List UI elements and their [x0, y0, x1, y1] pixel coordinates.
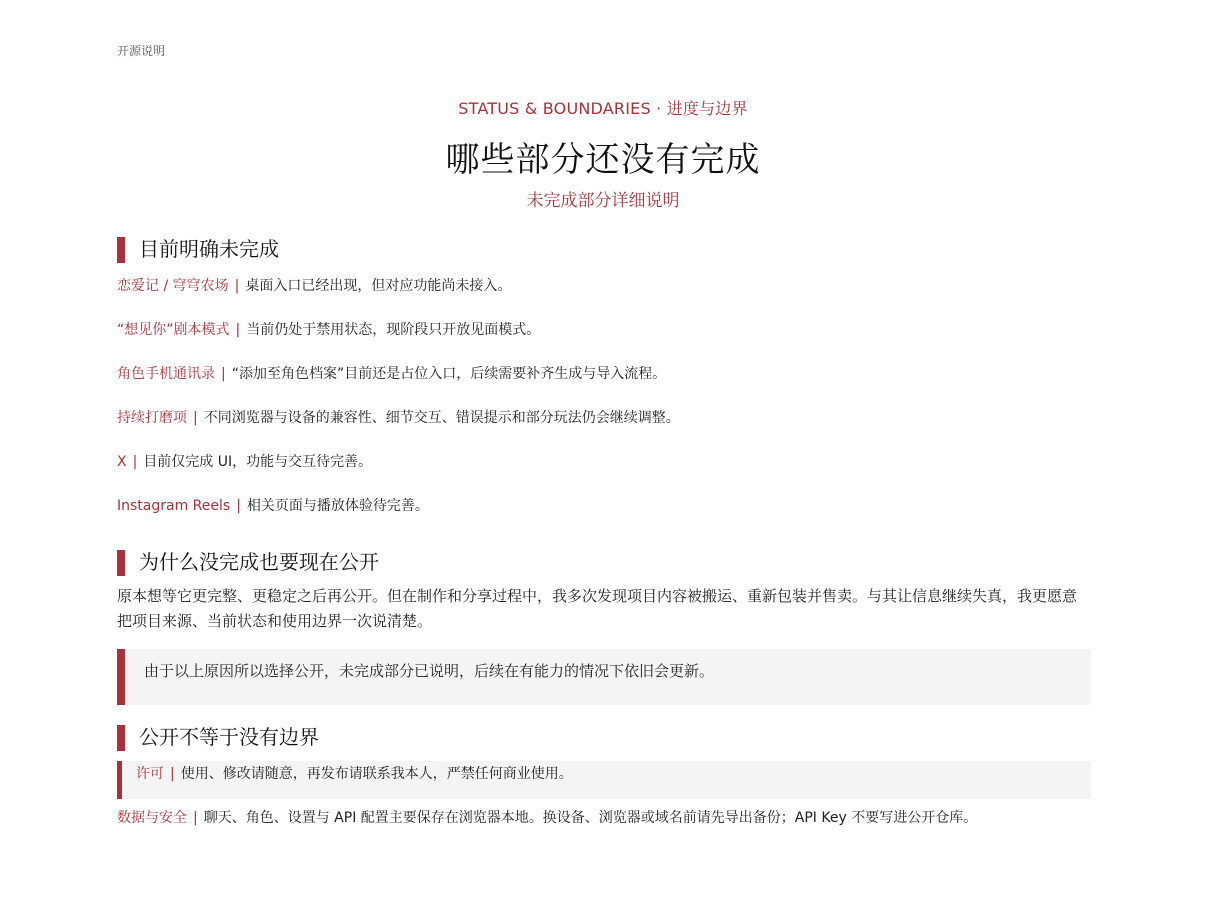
list-item: [117, 496, 1091, 516]
item-text: 不同浏览器与设备的兼容性、细节交互、错误提示和部分玩法仍会继续调整。: [203, 410, 680, 426]
item-text: 聊天、角色、设置与 API 配置主要保存在浏览器本地。换设备、浏览器或域名前请先导出备份；API Key 不要写进公开仓库。: [203, 810, 978, 826]
license-note: [117, 761, 1091, 799]
list-item: [117, 320, 1091, 340]
callout-text: 由于以上原因所以选择公开，未完成部分已说明，后续在有能力的情况下依旧会更新。: [144, 662, 715, 680]
section-marker: [117, 725, 125, 751]
item-label: “想见你”剧本模式: [117, 322, 230, 338]
section-heading-unfinished: [117, 232, 1091, 262]
item-label: 许可: [136, 766, 164, 782]
item-separator: |: [170, 766, 175, 782]
page-title: 哪些部分还没有完成: [445, 140, 761, 180]
list-item: [117, 408, 1091, 428]
item-text: 相关页面与播放体验待完善。: [246, 498, 429, 514]
item-separator: |: [234, 278, 240, 294]
item-separator: |: [221, 366, 226, 382]
section-title: 目前明确未完成: [139, 236, 279, 261]
list-item: [117, 276, 1091, 296]
item-label: 角色手机通讯录: [117, 366, 215, 382]
item-label: 恋爱记 / 穹穹农场: [117, 278, 229, 294]
callout-note: [117, 649, 1091, 705]
item-label: 数据与安全: [117, 810, 187, 826]
item-text: 目前仅完成 UI，功能与交互待完善。: [143, 454, 373, 470]
item-text: 当前仍处于禁用状态，现阶段只开放见面模式。: [246, 322, 541, 338]
list-item: [117, 364, 1091, 384]
section-marker: [117, 237, 125, 263]
section-marker: [117, 550, 125, 576]
list-item: [117, 808, 1091, 828]
page-breadcrumb[interactable]: 开源说明: [117, 44, 166, 58]
section-title: 公开不等于没有边界: [139, 724, 319, 749]
item-separator: |: [235, 322, 241, 338]
section-heading-why: [117, 545, 1091, 575]
item-text: 使用、修改请随意，再发布请联系我本人，严禁任何商业使用。: [180, 766, 573, 782]
section-paragraph: 原本想等它更完整、更稳定之后再公开。但在制作和分享过程中，我多次发现项目内容被搬运、重新包装并售卖。与其让信息继续失真，我更愿意把项目来源、当前状态和使用边界一次说清楚。: [117, 587, 1078, 630]
item-separator: |: [193, 410, 198, 426]
item-separator: |: [193, 810, 198, 826]
item-label: 持续打磨项: [117, 410, 187, 426]
item-separator: |: [132, 454, 138, 470]
item-label: X: [117, 454, 127, 470]
item-label: Instagram Reels: [117, 498, 231, 514]
main-content: [117, 232, 1091, 828]
list-item: [117, 452, 1091, 472]
item-separator: |: [236, 498, 241, 514]
item-text: “添加至角色档案”目前还是占位入口，后续需要补齐生成与导入流程。: [231, 366, 667, 382]
item-text: 桌面入口已经出现，但对应功能尚未接入。: [245, 278, 512, 294]
eyebrow-label: STATUS & BOUNDARIES · 进度与边界: [458, 99, 748, 118]
section-title: 为什么没完成也要现在公开: [139, 549, 379, 574]
page-subtitle: 未完成部分详细说明: [526, 191, 680, 211]
section-heading-boundaries: [117, 720, 1091, 750]
